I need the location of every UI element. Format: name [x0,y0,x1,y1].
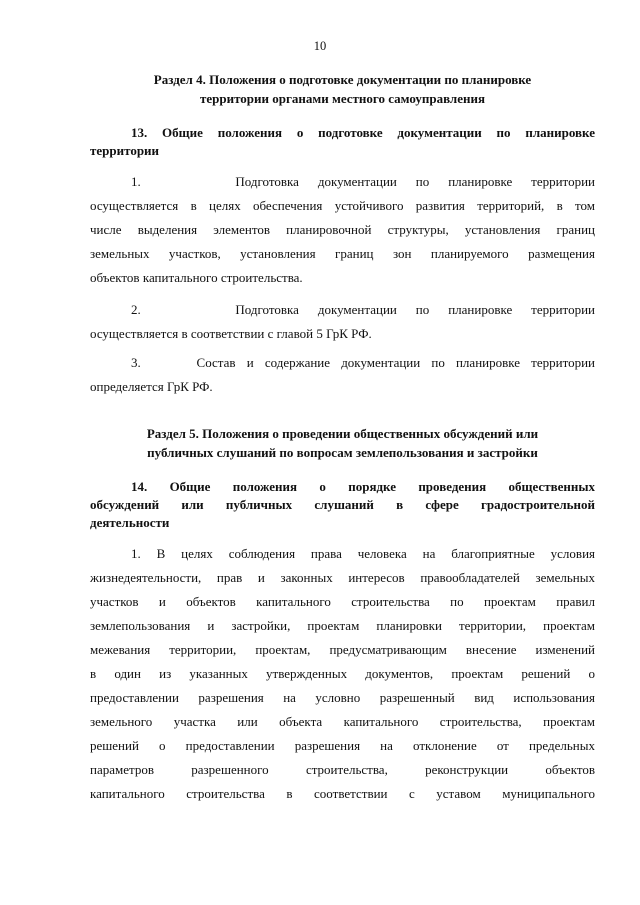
paragraph-13-1 [90,170,595,290]
text-line: в один из указанных утвержденных документов, проектам решений о [90,666,595,681]
section-5-title [90,424,595,462]
text-line: предоставлении разрешения на условно разрешенный вид использования [90,690,595,705]
paragraph-14-1 [90,542,595,806]
subsection-13-title [90,124,595,160]
subsection-14-title [90,478,595,532]
section-4-title-line: Раздел 4. Положения о подготовке документации по планировке [153,72,532,87]
page-number: 10 [313,39,327,53]
text-line: 3. Состав и содержание документации по планировке территории [131,355,595,370]
subsection-14-title-line: деятельности [90,515,170,530]
text-line: осуществляется в целях обеспечения устойчивого развития территорий, в том [90,198,595,213]
text-line: межевания территории, проектам, предусматривающим внесение изменений [90,642,595,657]
text-line: числе выделения элементов планировочной структуры, установления границ [90,222,595,237]
text-line: капитального строительства в соответствии с уставом муниципального [90,786,595,801]
text-line: жизнедеятельности, прав и законных интересов правообладателей земельных [90,570,595,585]
section-4-title-line: территории органами местного самоуправления [199,91,486,106]
subsection-13-title-line: 13. Общие положения о подготовке документации по планировке [131,125,595,140]
text-line: участков и объектов капитального строительства по проектам правил [90,594,595,609]
text-line: осуществляется в соответствии с главой 5 ГрК РФ. [90,326,372,341]
paragraph-13-2 [90,298,595,346]
section-5-title-line: Раздел 5. Положения о проведении общественных обсуждений или [146,426,539,441]
section-4-title [90,70,595,108]
text-line: 1. В целях соблюдения права человека на благоприятные условия [131,546,595,561]
text-line: параметров разрешенного строительства, реконструкции объектов [90,762,595,777]
text-line: земельного участка или объекта капитального строительства, проектам [90,714,595,729]
subsection-14-title-line: 14. Общие положения о порядке проведения общественных [131,479,595,494]
subsection-14-title-line: обсуждений или публичных слушаний в сфере градостроительной [90,497,595,512]
subsection-13-title-line: территории [90,143,160,158]
text-line: определяется ГрК РФ. [90,379,213,394]
text-line: решений о предоставлении разрешения на отклонение от предельных [90,738,595,753]
text-line: землепользования и застройки, проектам планировки территории, проектам [90,618,595,633]
text-line: 2. Подготовка документации по планировке территории [131,302,595,317]
paragraph-13-3 [90,351,595,399]
text-line: объектов капитального строительства. [90,270,303,285]
text-line: 1. Подготовка документации по планировке территории [131,174,595,189]
section-5-title-line: публичных слушаний по вопросам землепользования и застройки [147,445,538,460]
text-line: земельных участков, установления границ зон планируемого размещения [90,246,595,261]
